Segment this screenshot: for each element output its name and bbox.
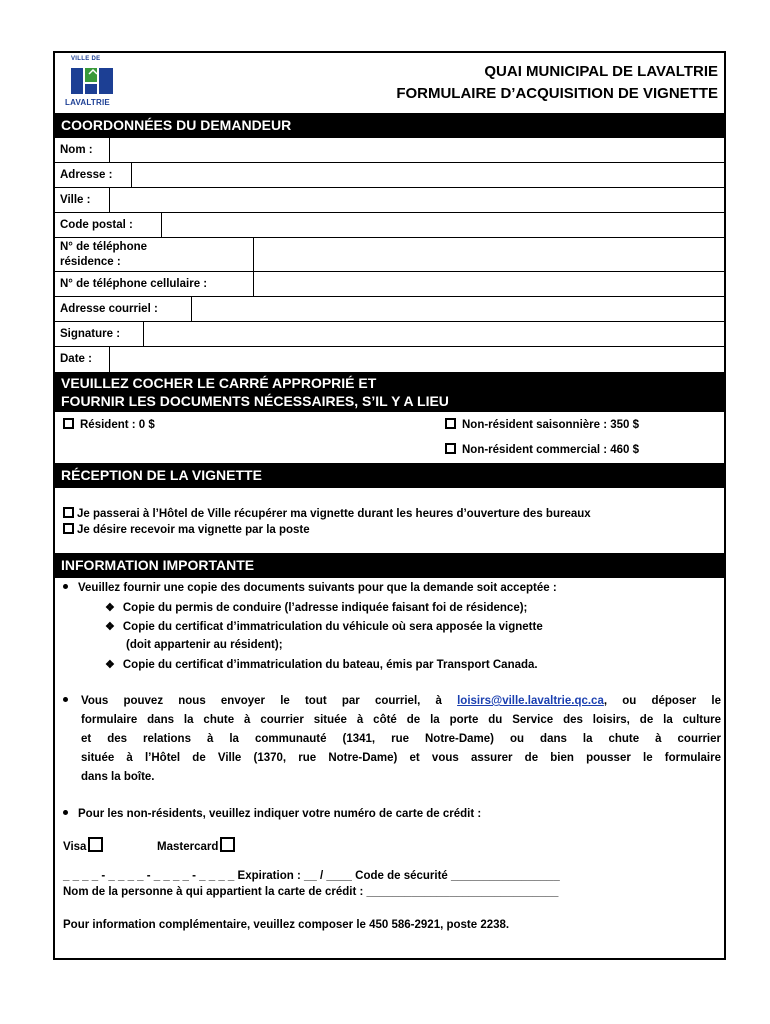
field-label-tel-cellulaire: N° de téléphone cellulaire : [60,278,208,290]
checkbox-saisonniere[interactable] [445,418,456,429]
checkbox-poste[interactable] [63,523,74,534]
card-number-line[interactable]: _ _ _ _ - _ _ _ _ - _ _ _ _ - _ _ _ _ Expiration : __ / ____ Code de sécurité _________________ [63,870,560,882]
lavaltrie-logo [65,56,121,108]
reception-options [55,488,724,553]
bullet-icon [63,697,68,702]
field-label-tel-line1: N° de téléphone [60,241,148,253]
field-row-date[interactable] [55,347,724,372]
logo-emblem-icon [69,64,117,98]
contact-info: Pour information complémentaire, veuillez composer le 450 586-2921, poste 2238. [63,919,510,931]
option-saisonniere-label: Non-résident saisonnière : 350 $ [462,419,640,431]
info-sub-vehicule-cont: (doit appartenir au résident); [126,639,283,651]
field-divider [109,188,110,212]
section-heading-demandeur: COORDONNÉES DU DEMANDEUR [55,113,724,138]
field-divider [161,213,162,237]
section-heading-cocher-line2: FOURNIR LES DOCUMENTS NÉCESSAIRES, S’IL Y A LIEU [61,393,449,409]
field-divider [109,347,110,372]
option-non-resident-commercial[interactable] [445,443,639,456]
logo-bottom-text: LAVALTRIE [65,98,110,107]
option-visa[interactable] [63,837,103,853]
info-documents-text: Veuillez fournir une copie des documents suivants pour que la demande soit acceptée : [78,582,557,594]
info-bullet-documents [63,582,557,594]
vignette-type-options [55,412,724,463]
field-row-code-postal[interactable] [55,213,724,238]
info-courriel-line2: formulaire dans la chute à courrier située à côté de la porte du Service des loisirs, de la culture [81,714,721,726]
logo-top-text: VILLE DE [71,56,101,62]
option-mastercard[interactable] [157,837,235,853]
info-courriel-line3: et des relations à la communauté (1341, rue Notre-Dame) ou dans la chute à courrier [81,733,721,745]
info-sub-permis [105,601,527,614]
section-heading-cocher [55,372,724,412]
diamond-bullet-icon: ❖ [105,602,115,614]
diamond-bullet-icon: ❖ [105,621,115,633]
info-bateau-text: Copie du certificat d’immatriculation du bateau, émis par Transport Canada. [122,659,538,671]
info-sub-bateau [105,658,538,671]
diamond-bullet-icon: ❖ [105,659,115,671]
info-courriel-line5: dans la boîte. [81,771,155,783]
field-label-adresse: Adresse : [60,169,113,181]
info-courriel-line4: située à l’Hôtel de Ville (1370, rue Notre-Dame) et vous assurer de bien pousser le formulaire [81,752,721,764]
info-courriel-post: , ou déposer le [603,695,721,707]
field-label-tel-line2: résidence : [60,256,121,268]
option-pickup-hotel-de-ville[interactable] [63,507,591,520]
field-label-signature: Signature : [60,328,121,340]
bullet-icon [63,584,68,589]
field-divider [143,322,144,346]
section-heading-reception: RÉCEPTION DE LA VIGNETTE [55,463,724,488]
info-courriel-pre: Vous pouvez nous envoyer le tout par courriel, à [81,695,442,707]
option-commercial-label: Non-résident commercial : 460 $ [462,444,640,456]
field-row-ville[interactable] [55,188,724,213]
email-link[interactable]: loisirs@ville.lavaltrie.qc.ca [457,695,604,707]
field-row-tel-cellulaire[interactable] [55,272,724,297]
option-poste-label: Je désire recevoir ma vignette par la poste [77,524,310,536]
field-row-signature[interactable] [55,322,724,347]
option-resident-label: Résident : 0 $ [80,419,155,431]
checkbox-mastercard[interactable] [220,837,235,852]
option-resident[interactable] [63,418,155,431]
field-row-tel-residence[interactable] [55,238,724,272]
bullet-icon-courriel [63,695,78,707]
info-bullet-credit [63,808,481,820]
info-courriel-line1 [81,695,721,707]
field-divider [191,297,192,321]
information-body [55,578,724,953]
checkbox-visa[interactable] [88,837,103,852]
field-divider [253,272,254,296]
field-label-nom: Nom : [60,144,93,156]
option-par-la-poste[interactable] [63,523,310,536]
field-row-courriel[interactable] [55,297,724,322]
field-label-ville: Ville : [60,194,91,206]
acquisition-form [53,51,726,960]
field-label-date: Date : [60,353,92,365]
checkbox-resident[interactable] [63,418,74,429]
field-divider [131,163,132,187]
title-line-2: FORMULAIRE D’ACQUISITION DE VIGNETTE [396,85,718,102]
info-sub-vehicule [105,620,543,633]
field-divider [253,238,254,271]
title-line-1: QUAI MUNICIPAL DE LAVALTRIE [484,63,718,80]
field-label-courriel: Adresse courriel : [60,303,158,315]
info-vehicule-text: Copie du certificat d’immatriculation du véhicule où sera apposée la vignette [122,621,543,633]
visa-label: Visa [63,841,87,853]
mastercard-label: Mastercard [157,841,219,853]
field-row-nom[interactable] [55,138,724,163]
checkbox-commercial[interactable] [445,443,456,454]
option-non-resident-saisonniere[interactable] [445,418,639,431]
option-pickup-label: Je passerai à l’Hôtel de Ville récupérer ma vignette durant les heures d’ouverture des bureaux [77,508,591,520]
field-label-tel-residence [60,240,147,270]
section-heading-information: INFORMATION IMPORTANTE [55,553,724,578]
info-permis-text: Copie du permis de conduire (l’adresse indiquée faisant foi de résidence); [122,602,528,614]
info-credit-text: Pour les non-résidents, veuillez indiquer votre numéro de carte de crédit : [78,808,482,820]
field-row-adresse[interactable] [55,163,724,188]
page-title [396,61,718,105]
form-header [55,53,724,113]
field-label-code-postal: Code postal : [60,219,133,231]
checkbox-pickup[interactable] [63,507,74,518]
bullet-icon [63,810,68,815]
field-divider [109,138,110,162]
section-heading-cocher-line1: VEUILLEZ COCHER LE CARRÉ APPROPRIÉ ET [61,375,377,391]
card-holder-line[interactable]: Nom de la personne à qui appartient la carte de crédit : ______________________________ [63,886,559,898]
